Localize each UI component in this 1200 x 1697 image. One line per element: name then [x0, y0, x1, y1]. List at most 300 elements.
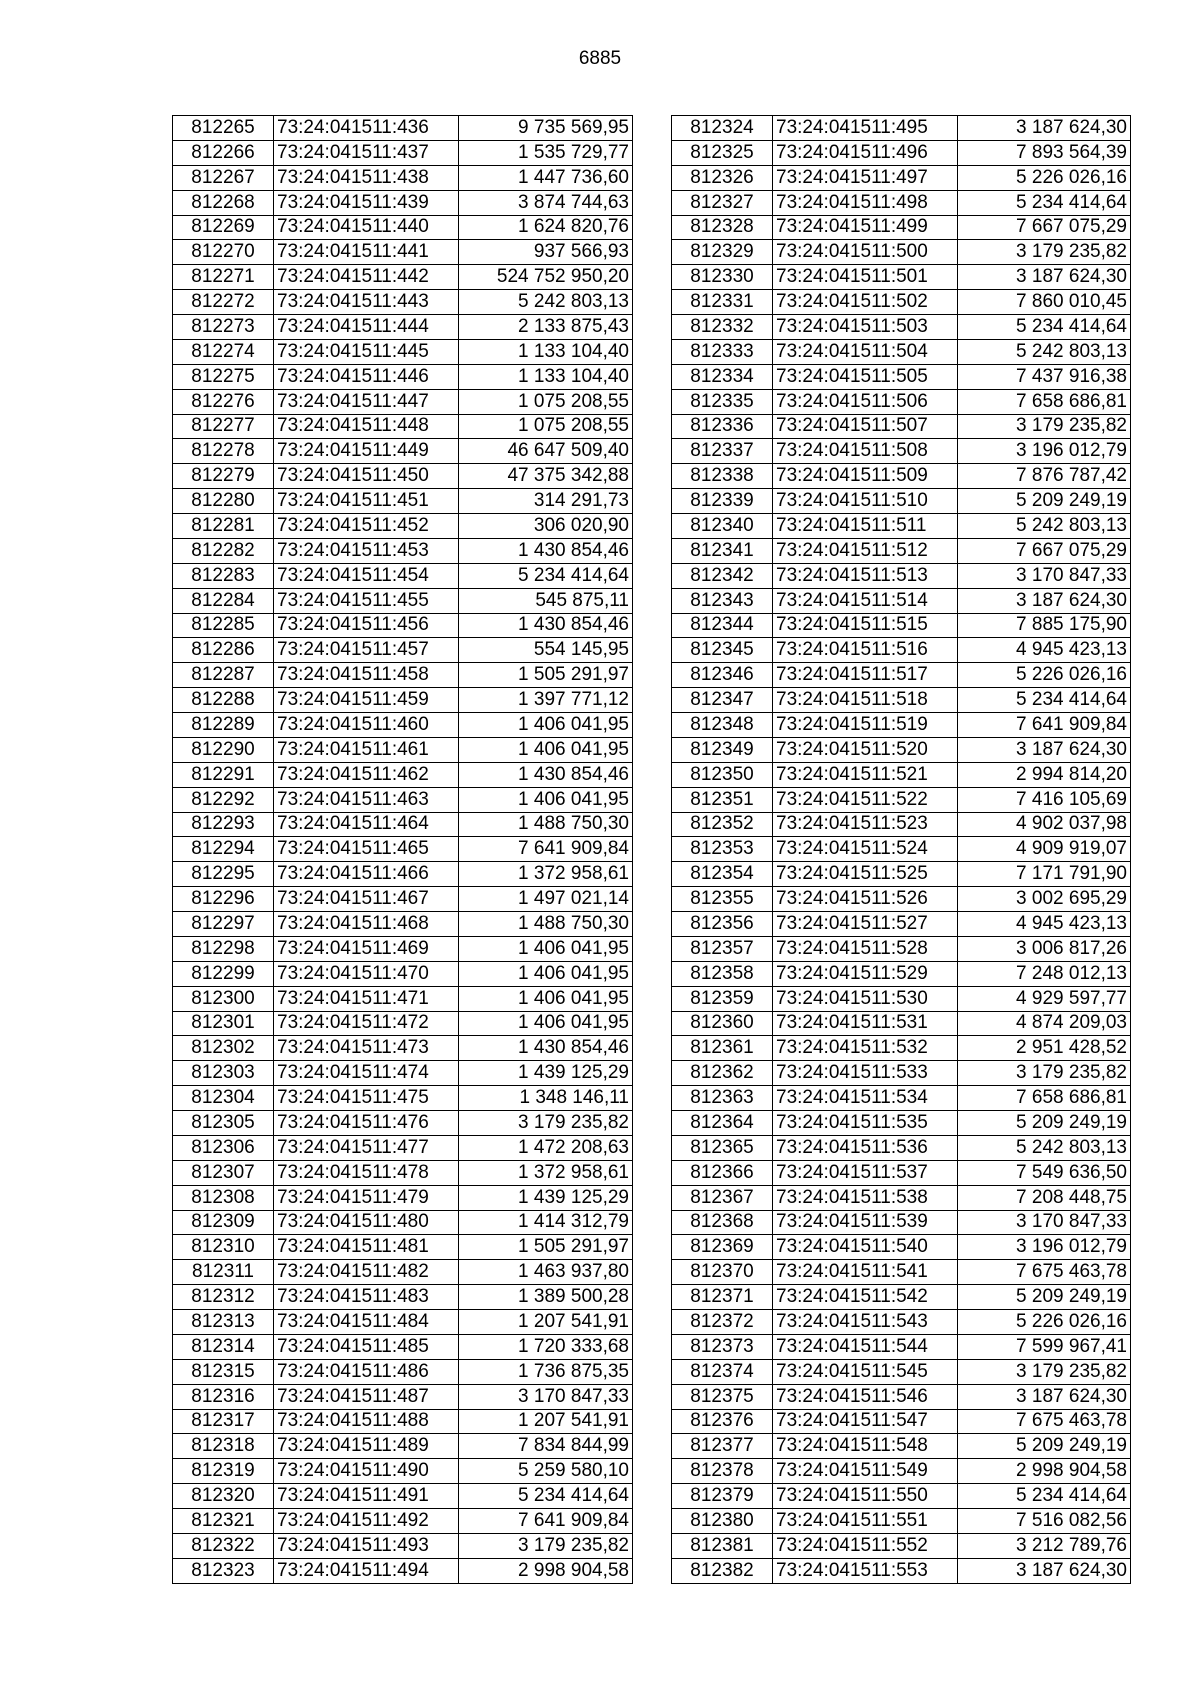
table-row: [672, 315, 1131, 340]
row-number-cell: 812317: [173, 1409, 274, 1434]
value-cell: 5 242 803,13: [958, 1135, 1131, 1160]
table-row: [173, 1434, 633, 1459]
value-cell: 1 133 104,40: [459, 339, 633, 364]
cadastral-number-cell: 73:24:041511:469: [274, 936, 459, 961]
row-number-cell: 812352: [672, 812, 773, 837]
table-row: [672, 1285, 1131, 1310]
value-cell: 1 472 208,63: [459, 1135, 633, 1160]
row-number-cell: 812291: [173, 762, 274, 787]
table-row: [672, 1036, 1131, 1061]
cadastral-number-cell: 73:24:041511:494: [274, 1558, 459, 1583]
row-number-cell: 812319: [173, 1459, 274, 1484]
value-cell: 1 505 291,97: [459, 663, 633, 688]
row-number-cell: 812284: [173, 588, 274, 613]
cadastral-number-cell: 73:24:041511:457: [274, 638, 459, 663]
cadastral-number-cell: 73:24:041511:523: [773, 812, 958, 837]
cadastral-number-cell: 73:24:041511:445: [274, 339, 459, 364]
cadastral-number-cell: 73:24:041511:493: [274, 1533, 459, 1558]
value-cell: 937 566,93: [459, 240, 633, 265]
value-cell: 7 248 012,13: [958, 961, 1131, 986]
table-row: [672, 862, 1131, 887]
value-cell: 3 187 624,30: [958, 1384, 1131, 1409]
cadastral-number-cell: 73:24:041511:533: [773, 1061, 958, 1086]
value-cell: 7 834 844,99: [459, 1434, 633, 1459]
value-cell: 2 998 904,58: [958, 1459, 1131, 1484]
cadastral-number-cell: 73:24:041511:488: [274, 1409, 459, 1434]
value-cell: 4 945 423,13: [958, 638, 1131, 663]
value-cell: 524 752 950,20: [459, 265, 633, 290]
table-row: [672, 912, 1131, 937]
row-number-cell: 812271: [173, 265, 274, 290]
value-cell: 1 488 750,30: [459, 812, 633, 837]
cadastral-number-cell: 73:24:041511:438: [274, 165, 459, 190]
table-row: [173, 240, 633, 265]
row-number-cell: 812296: [173, 887, 274, 912]
value-cell: 3 179 235,82: [958, 240, 1131, 265]
table-row: [173, 986, 633, 1011]
value-cell: 3 179 235,82: [958, 1061, 1131, 1086]
row-number-cell: 812311: [173, 1260, 274, 1285]
value-cell: 1 488 750,30: [459, 912, 633, 937]
row-number-cell: 812381: [672, 1533, 773, 1558]
table-row: [173, 389, 633, 414]
row-number-cell: 812297: [173, 912, 274, 937]
table-row: [173, 1558, 633, 1583]
table-row: [173, 837, 633, 862]
table-row: [173, 887, 633, 912]
row-number-cell: 812362: [672, 1061, 773, 1086]
value-cell: 3 179 235,82: [459, 1533, 633, 1558]
table-row: [173, 812, 633, 837]
table-row: [672, 538, 1131, 563]
value-cell: 1 736 875,35: [459, 1359, 633, 1384]
cadastral-number-cell: 73:24:041511:500: [773, 240, 958, 265]
value-cell: 5 209 249,19: [958, 489, 1131, 514]
row-number-cell: 812359: [672, 986, 773, 1011]
row-number-cell: 812308: [173, 1185, 274, 1210]
value-cell: 1 439 125,29: [459, 1061, 633, 1086]
value-cell: 3 179 235,82: [958, 1359, 1131, 1384]
row-number-cell: 812368: [672, 1210, 773, 1235]
table-row: [173, 688, 633, 713]
value-cell: 1 497 021,14: [459, 887, 633, 912]
table-row: [672, 961, 1131, 986]
value-cell: 2 951 428,52: [958, 1036, 1131, 1061]
cadastral-number-cell: 73:24:041511:461: [274, 737, 459, 762]
table-row: [672, 663, 1131, 688]
value-cell: 3 187 624,30: [958, 1558, 1131, 1583]
cadastral-number-cell: 73:24:041511:468: [274, 912, 459, 937]
table-row: [672, 887, 1131, 912]
table-row: [173, 1210, 633, 1235]
cadastral-number-cell: 73:24:041511:545: [773, 1359, 958, 1384]
row-number-cell: 812310: [173, 1235, 274, 1260]
value-cell: 1 720 333,68: [459, 1334, 633, 1359]
table-row: [672, 1185, 1131, 1210]
row-number-cell: 812318: [173, 1434, 274, 1459]
value-cell: 46 647 509,40: [459, 439, 633, 464]
row-number-cell: 812324: [672, 116, 773, 141]
table-row: [173, 514, 633, 539]
row-number-cell: 812266: [173, 140, 274, 165]
cadastral-number-cell: 73:24:041511:474: [274, 1061, 459, 1086]
cadastral-number-cell: 73:24:041511:439: [274, 190, 459, 215]
cadastral-number-cell: 73:24:041511:530: [773, 986, 958, 1011]
table-row: [672, 215, 1131, 240]
row-number-cell: 812365: [672, 1135, 773, 1160]
table-row: [672, 439, 1131, 464]
cadastral-number-cell: 73:24:041511:463: [274, 787, 459, 812]
table-row: [173, 912, 633, 937]
table-row: [173, 1409, 633, 1434]
row-number-cell: 812286: [173, 638, 274, 663]
cadastral-number-cell: 73:24:041511:467: [274, 887, 459, 912]
cadastral-number-cell: 73:24:041511:506: [773, 389, 958, 414]
cadastral-number-cell: 73:24:041511:471: [274, 986, 459, 1011]
table-row: [672, 1210, 1131, 1235]
value-cell: 1 372 958,61: [459, 1160, 633, 1185]
cadastral-number-cell: 73:24:041511:440: [274, 215, 459, 240]
cadastral-number-cell: 73:24:041511:553: [773, 1558, 958, 1583]
value-cell: 7 658 686,81: [958, 1086, 1131, 1111]
cadastral-number-cell: 73:24:041511:518: [773, 688, 958, 713]
value-cell: 1 397 771,12: [459, 688, 633, 713]
row-number-cell: 812304: [173, 1086, 274, 1111]
cadastral-number-cell: 73:24:041511:481: [274, 1235, 459, 1260]
cadastral-number-cell: 73:24:041511:444: [274, 315, 459, 340]
table-row: [173, 961, 633, 986]
value-cell: 3 179 235,82: [958, 414, 1131, 439]
row-number-cell: 812303: [173, 1061, 274, 1086]
row-number-cell: 812373: [672, 1334, 773, 1359]
value-cell: 1 447 736,60: [459, 165, 633, 190]
value-cell: 5 234 414,64: [459, 563, 633, 588]
cadastral-number-cell: 73:24:041511:443: [274, 290, 459, 315]
cadastral-number-cell: 73:24:041511:477: [274, 1135, 459, 1160]
value-cell: 3 002 695,29: [958, 887, 1131, 912]
table-row: [173, 1384, 633, 1409]
row-number-cell: 812328: [672, 215, 773, 240]
row-number-cell: 812283: [173, 563, 274, 588]
table-row: [173, 1509, 633, 1534]
cadastral-number-cell: 73:24:041511:551: [773, 1509, 958, 1534]
table-row: [173, 1285, 633, 1310]
row-number-cell: 812279: [173, 464, 274, 489]
table-row: [173, 936, 633, 961]
cadastral-number-cell: 73:24:041511:491: [274, 1484, 459, 1509]
cadastral-number-cell: 73:24:041511:541: [773, 1260, 958, 1285]
value-cell: 554 145,95: [459, 638, 633, 663]
value-cell: 7 641 909,84: [459, 1509, 633, 1534]
table-row: [173, 489, 633, 514]
table-row: [173, 1359, 633, 1384]
value-cell: 5 242 803,13: [459, 290, 633, 315]
table-row: [672, 563, 1131, 588]
row-number-cell: 812327: [672, 190, 773, 215]
cadastral-number-cell: 73:24:041511:466: [274, 862, 459, 887]
cadastral-number-cell: 73:24:041511:546: [773, 1384, 958, 1409]
cadastral-number-cell: 73:24:041511:449: [274, 439, 459, 464]
row-number-cell: 812376: [672, 1409, 773, 1434]
value-cell: 5 234 414,64: [459, 1484, 633, 1509]
row-number-cell: 812358: [672, 961, 773, 986]
row-number-cell: 812349: [672, 737, 773, 762]
table-row: [672, 1484, 1131, 1509]
table-row: [173, 414, 633, 439]
table-row: [672, 1558, 1131, 1583]
cadastral-number-cell: 73:24:041511:484: [274, 1310, 459, 1335]
row-number-cell: 812348: [672, 713, 773, 738]
value-cell: 7 416 105,69: [958, 787, 1131, 812]
row-number-cell: 812378: [672, 1459, 773, 1484]
row-number-cell: 812270: [173, 240, 274, 265]
table-row: [672, 688, 1131, 713]
row-number-cell: 812363: [672, 1086, 773, 1111]
cadastral-number-cell: 73:24:041511:496: [773, 140, 958, 165]
table-row: [672, 1509, 1131, 1534]
row-number-cell: 812322: [173, 1533, 274, 1558]
cadastral-number-cell: 73:24:041511:441: [274, 240, 459, 265]
row-number-cell: 812366: [672, 1160, 773, 1185]
table-row: [173, 439, 633, 464]
row-number-cell: 812351: [672, 787, 773, 812]
value-cell: 3 006 817,26: [958, 936, 1131, 961]
cadastral-number-cell: 73:24:041511:501: [773, 265, 958, 290]
row-number-cell: 812285: [173, 613, 274, 638]
row-number-cell: 812312: [173, 1285, 274, 1310]
cadastral-number-cell: 73:24:041511:479: [274, 1185, 459, 1210]
table-row: [173, 663, 633, 688]
table-row: [173, 315, 633, 340]
value-cell: 3 187 624,30: [958, 588, 1131, 613]
row-number-cell: 812339: [672, 489, 773, 514]
cadastral-number-cell: 73:24:041511:476: [274, 1111, 459, 1136]
row-number-cell: 812316: [173, 1384, 274, 1409]
cadastral-number-cell: 73:24:041511:473: [274, 1036, 459, 1061]
value-cell: 5 234 414,64: [958, 1484, 1131, 1509]
row-number-cell: 812332: [672, 315, 773, 340]
cadastral-number-cell: 73:24:041511:532: [773, 1036, 958, 1061]
value-cell: 2 998 904,58: [459, 1558, 633, 1583]
table-row: [672, 1459, 1131, 1484]
table-row: [672, 1260, 1131, 1285]
value-cell: 3 196 012,79: [958, 1235, 1131, 1260]
table-row: [672, 1111, 1131, 1136]
value-cell: 3 187 624,30: [958, 737, 1131, 762]
row-number-cell: 812320: [173, 1484, 274, 1509]
table-row: [173, 165, 633, 190]
row-number-cell: 812354: [672, 862, 773, 887]
row-number-cell: 812293: [173, 812, 274, 837]
row-number-cell: 812273: [173, 315, 274, 340]
table-row: [672, 812, 1131, 837]
row-number-cell: 812344: [672, 613, 773, 638]
cadastral-number-cell: 73:24:041511:492: [274, 1509, 459, 1534]
row-number-cell: 812336: [672, 414, 773, 439]
value-cell: 1 406 041,95: [459, 713, 633, 738]
table-row: [173, 1011, 633, 1036]
value-cell: 1 430 854,46: [459, 538, 633, 563]
table-row: [672, 389, 1131, 414]
value-cell: 7 599 967,41: [958, 1334, 1131, 1359]
table-row: [672, 290, 1131, 315]
value-cell: 3 170 847,33: [958, 563, 1131, 588]
table-row: [173, 364, 633, 389]
table-row: [173, 1260, 633, 1285]
value-cell: 5 209 249,19: [958, 1434, 1131, 1459]
cadastral-number-cell: 73:24:041511:511: [773, 514, 958, 539]
table-row: [173, 737, 633, 762]
cadastral-number-cell: 73:24:041511:451: [274, 489, 459, 514]
value-cell: 7 549 636,50: [958, 1160, 1131, 1185]
row-number-cell: 812330: [672, 265, 773, 290]
table-row: [173, 1185, 633, 1210]
table-row: [672, 787, 1131, 812]
cadastral-number-cell: 73:24:041511:460: [274, 713, 459, 738]
table-row: [173, 1459, 633, 1484]
table-row: [672, 464, 1131, 489]
row-number-cell: 812360: [672, 1011, 773, 1036]
cadastral-number-cell: 73:24:041511:495: [773, 116, 958, 141]
value-cell: 47 375 342,88: [459, 464, 633, 489]
cadastral-number-cell: 73:24:041511:542: [773, 1285, 958, 1310]
value-cell: 1 463 937,80: [459, 1260, 633, 1285]
cadastral-number-cell: 73:24:041511:453: [274, 538, 459, 563]
row-number-cell: 812321: [173, 1509, 274, 1534]
table-row: [173, 613, 633, 638]
row-number-cell: 812364: [672, 1111, 773, 1136]
value-cell: 7 516 082,56: [958, 1509, 1131, 1534]
row-number-cell: 812323: [173, 1558, 274, 1583]
cadastral-number-cell: 73:24:041511:525: [773, 862, 958, 887]
cadastral-number-cell: 73:24:041511:437: [274, 140, 459, 165]
table-row: [672, 116, 1131, 141]
cadastral-number-cell: 73:24:041511:516: [773, 638, 958, 663]
cadastral-number-cell: 73:24:041511:507: [773, 414, 958, 439]
value-cell: 3 196 012,79: [958, 439, 1131, 464]
cadastral-number-cell: 73:24:041511:498: [773, 190, 958, 215]
row-number-cell: 812357: [672, 936, 773, 961]
table-row: [173, 1310, 633, 1335]
cadastral-number-cell: 73:24:041511:455: [274, 588, 459, 613]
table-row: [672, 936, 1131, 961]
row-number-cell: 812341: [672, 538, 773, 563]
cadastral-number-cell: 73:24:041511:490: [274, 1459, 459, 1484]
cadastral-number-cell: 73:24:041511:535: [773, 1111, 958, 1136]
table-row: [672, 837, 1131, 862]
table-row: [672, 190, 1131, 215]
value-cell: 5 209 249,19: [958, 1285, 1131, 1310]
cadastral-number-cell: 73:24:041511:483: [274, 1285, 459, 1310]
table-row: [672, 265, 1131, 290]
row-number-cell: 812375: [672, 1384, 773, 1409]
value-cell: 5 226 026,16: [958, 663, 1131, 688]
row-number-cell: 812289: [173, 713, 274, 738]
row-number-cell: 812315: [173, 1359, 274, 1384]
cadastral-number-cell: 73:24:041511:456: [274, 613, 459, 638]
row-number-cell: 812274: [173, 339, 274, 364]
cadastral-number-cell: 73:24:041511:470: [274, 961, 459, 986]
table-row: [173, 862, 633, 887]
row-number-cell: 812331: [672, 290, 773, 315]
cadastral-number-cell: 73:24:041511:454: [274, 563, 459, 588]
row-number-cell: 812305: [173, 1111, 274, 1136]
table-row: [672, 1135, 1131, 1160]
value-cell: 314 291,73: [459, 489, 633, 514]
table-row: [173, 588, 633, 613]
value-cell: 9 735 569,95: [459, 116, 633, 141]
cadastral-number-cell: 73:24:041511:505: [773, 364, 958, 389]
table-row: [672, 713, 1131, 738]
value-cell: 5 226 026,16: [958, 165, 1131, 190]
value-cell: 3 170 847,33: [958, 1210, 1131, 1235]
row-number-cell: 812329: [672, 240, 773, 265]
row-number-cell: 812299: [173, 961, 274, 986]
value-cell: 1 535 729,77: [459, 140, 633, 165]
value-cell: 3 874 744,63: [459, 190, 633, 215]
row-number-cell: 812282: [173, 538, 274, 563]
table-row: [672, 1235, 1131, 1260]
table-row: [173, 1061, 633, 1086]
row-number-cell: 812301: [173, 1011, 274, 1036]
value-cell: 7 885 175,90: [958, 613, 1131, 638]
cadastral-number-cell: 73:24:041511:550: [773, 1484, 958, 1509]
cadastral-number-cell: 73:24:041511:502: [773, 290, 958, 315]
cadastral-number-cell: 73:24:041511:442: [274, 265, 459, 290]
row-number-cell: 812372: [672, 1310, 773, 1335]
row-number-cell: 812382: [672, 1558, 773, 1583]
cadastral-number-cell: 73:24:041511:459: [274, 688, 459, 713]
cadastral-number-cell: 73:24:041511:487: [274, 1384, 459, 1409]
value-cell: 1 389 500,28: [459, 1285, 633, 1310]
table-row: [672, 1409, 1131, 1434]
table-row: [173, 1334, 633, 1359]
table-row: [173, 1111, 633, 1136]
row-number-cell: 812369: [672, 1235, 773, 1260]
cadastral-number-cell: 73:24:041511:527: [773, 912, 958, 937]
row-number-cell: 812337: [672, 439, 773, 464]
cadastral-number-cell: 73:24:041511:503: [773, 315, 958, 340]
value-cell: 5 234 414,64: [958, 190, 1131, 215]
cadastral-number-cell: 73:24:041511:547: [773, 1409, 958, 1434]
value-cell: 4 902 037,98: [958, 812, 1131, 837]
value-cell: 4 945 423,13: [958, 912, 1131, 937]
table-row: [672, 1384, 1131, 1409]
row-number-cell: 812313: [173, 1310, 274, 1335]
row-number-cell: 812302: [173, 1036, 274, 1061]
table-row: [672, 588, 1131, 613]
table-row: [672, 140, 1131, 165]
table-row: [173, 1086, 633, 1111]
table-row: [173, 787, 633, 812]
table-row: [173, 538, 633, 563]
row-number-cell: 812353: [672, 837, 773, 862]
value-cell: 1 406 041,95: [459, 737, 633, 762]
cadastral-number-cell: 73:24:041511:499: [773, 215, 958, 240]
value-cell: 1 439 125,29: [459, 1185, 633, 1210]
row-number-cell: 812280: [173, 489, 274, 514]
value-cell: 4 909 919,07: [958, 837, 1131, 862]
row-number-cell: 812334: [672, 364, 773, 389]
table-row: [173, 265, 633, 290]
table-row: [672, 1434, 1131, 1459]
row-number-cell: 812272: [173, 290, 274, 315]
row-number-cell: 812298: [173, 936, 274, 961]
cadastral-number-cell: 73:24:041511:521: [773, 762, 958, 787]
value-cell: 2 133 875,43: [459, 315, 633, 340]
table-row: [173, 762, 633, 787]
cadastral-number-cell: 73:24:041511:508: [773, 439, 958, 464]
